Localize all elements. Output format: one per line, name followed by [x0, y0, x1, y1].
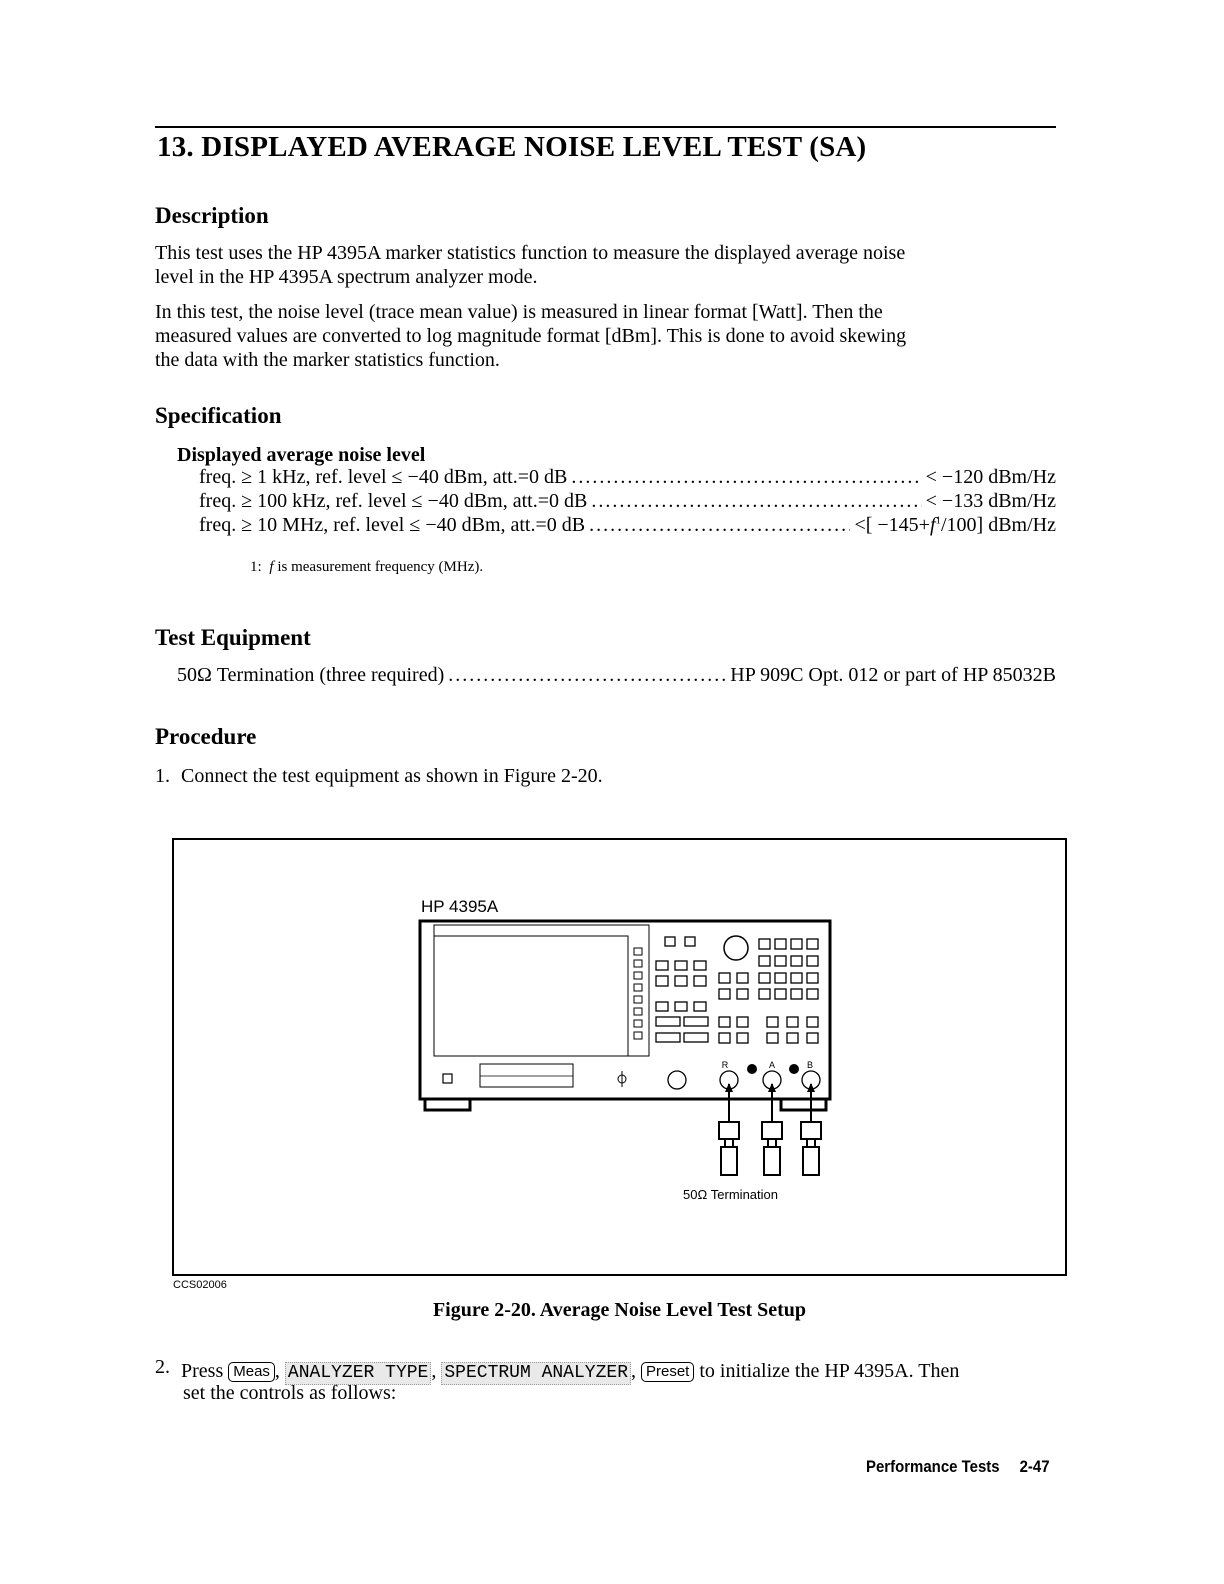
spec-value: < −133 dBm/Hz [925, 490, 1056, 512]
step-text-rest: to initialize the HP 4395A. Then [699, 1360, 960, 1382]
spec-label: freq. ≥ 100 kHz, ref. level ≤ −40 dBm, att.=0 dB [199, 490, 588, 512]
spec-value-variable: f [929, 514, 936, 536]
description-paragraph-2-line-3: the data with the marker statistics function. [155, 349, 500, 371]
port-r-label: R [721, 1060, 729, 1070]
figure-image-id: CCS02006 [173, 1279, 227, 1291]
termination-label: 50Ω Termination [683, 1187, 778, 1202]
spec-row [199, 490, 1056, 514]
spec-row [199, 466, 1056, 490]
specification-heading: Specification [155, 403, 282, 428]
spec-value-suffix: /100] dBm/Hz [941, 514, 1056, 536]
port-b-label: B [806, 1060, 814, 1070]
leader-dots [571, 466, 921, 489]
port-indicator-dot [789, 1064, 799, 1074]
title-rule [155, 126, 1056, 128]
spec-value: < −120 dBm/Hz [925, 466, 1056, 488]
equipment-row [177, 664, 1056, 688]
spec-footnote [250, 559, 483, 576]
leader-dots [591, 490, 921, 513]
procedure-step-2-line-2: set the controls as follows: [183, 1382, 397, 1404]
footnote-number: 1: [250, 559, 262, 575]
port-a-label: A [768, 1060, 776, 1070]
page-title: 13. DISPLAYED AVERAGE NOISE LEVEL TEST (SA) [157, 131, 867, 163]
description-heading: Description [155, 203, 269, 228]
leader-dots [589, 514, 850, 537]
test-setup-diagram [174, 840, 1069, 1278]
figure-caption: Figure 2-20. Average Noise Level Test Setup [432, 1299, 807, 1321]
page-footer [866, 1457, 1050, 1477]
footnote-variable: f [269, 559, 274, 575]
step-number: 2. [155, 1356, 170, 1378]
instrument-label: HP 4395A [421, 897, 499, 916]
procedure-step-2: 2. Press Meas , ANALYZER TYPE , SPECTRUM ANALYZER , Preset to initialize the HP 4395A. Then [155, 1356, 960, 1383]
description-paragraph-2-line-2: measured values are converted to log magnitude format [dBm]. This is done to avoid skewing [155, 325, 907, 347]
spec-row [199, 514, 1056, 538]
meas-key: Meas [228, 1362, 275, 1382]
footer-page-number: 2-47 [1019, 1457, 1050, 1476]
analyzer-type-softkey: ANALYZER TYPE [285, 1362, 431, 1385]
leader-dots [448, 664, 726, 687]
preset-key: Preset [641, 1362, 694, 1382]
equipment-part: HP 909C Opt. 012 or part of HP 85032B [730, 664, 1056, 686]
spec-label: freq. ≥ 1 kHz, ref. level ≤ −40 dBm, att.=0 dB [199, 466, 568, 488]
description-paragraph-2-line-1: In this test, the noise level (trace mean value) is measured in linear format [Watt]. Then the [155, 301, 883, 323]
footnote-text: is measurement frequency (MHz). [277, 559, 484, 575]
description-paragraph-1-line-1: This test uses the HP 4395A marker statistics function to measure the displayed average noise [155, 242, 906, 264]
equipment-item: 50Ω Termination (three required) [177, 664, 445, 686]
step-number: 1. [155, 765, 170, 787]
spec-label: freq. ≥ 10 MHz, ref. level ≤ −40 dBm, att.=0 dB [199, 514, 586, 536]
footer-section: Performance Tests [866, 1457, 1000, 1476]
test-equipment-heading: Test Equipment [155, 625, 311, 650]
spec-subheading: Displayed average noise level [177, 444, 426, 466]
footnote-marker: 1 [935, 514, 941, 527]
description-paragraph-1-line-2: level in the HP 4395A spectrum analyzer mode. [155, 266, 538, 288]
step-text-press: Press [181, 1360, 224, 1382]
spec-value [854, 514, 1056, 537]
spec-value-prefix: <[ −145+ [854, 514, 930, 536]
figure-frame [172, 838, 1067, 1276]
spectrum-analyzer-softkey: SPECTRUM ANALYZER [441, 1362, 631, 1385]
port-indicator-dot [747, 1064, 757, 1074]
procedure-heading: Procedure [155, 724, 257, 749]
procedure-step-1 [155, 764, 603, 788]
step-text: Connect the test equipment as shown in Figure 2-20. [181, 765, 603, 787]
